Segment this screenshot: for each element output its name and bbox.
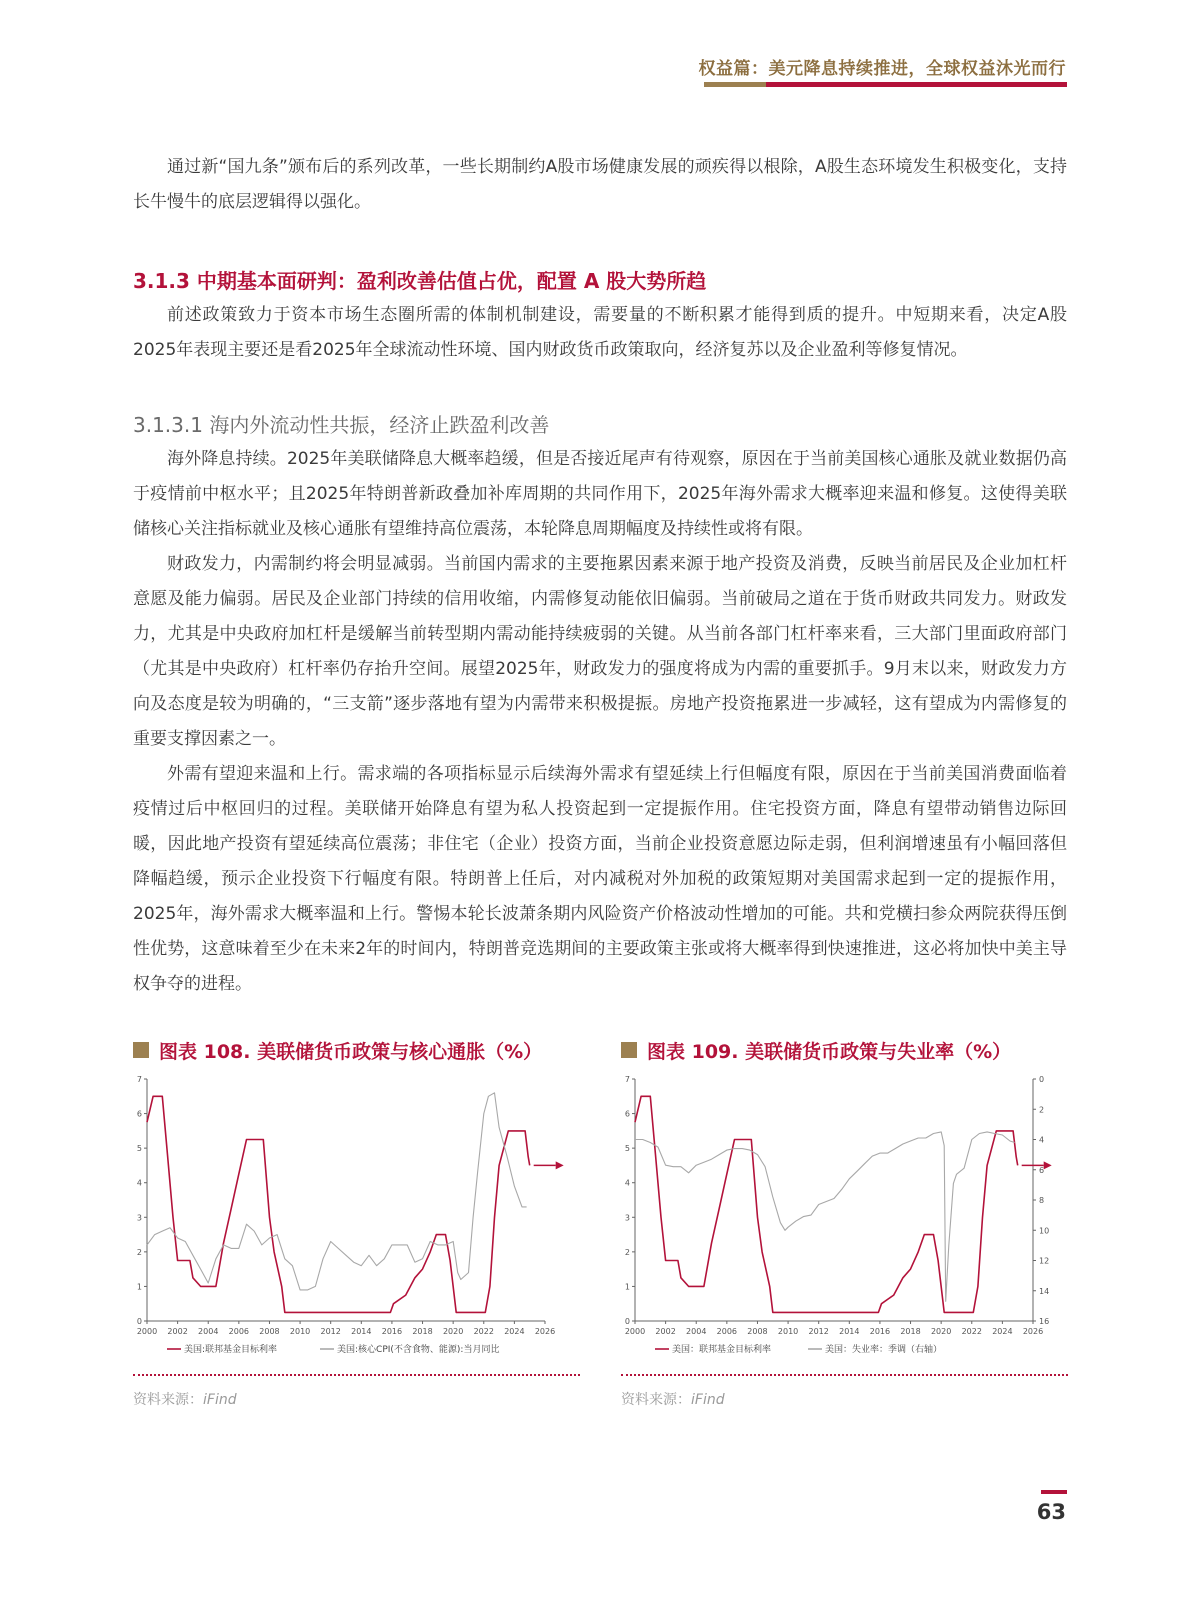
source-label: 资料来源： (133, 1392, 203, 1408)
figure-109 (621, 1035, 1068, 1408)
figure-109-title (621, 1035, 1068, 1065)
x-tick-label: 2018 (412, 1327, 433, 1336)
chart-fed-vs-core-cpi (133, 1069, 580, 1364)
y-tick-label: 4 (136, 1178, 142, 1188)
legend-label: 美国：联邦基金目标利率 (672, 1345, 772, 1355)
x-tick-label: 2024 (992, 1327, 1013, 1336)
x-tick-label: 2010 (289, 1327, 311, 1336)
figure-divider (621, 1374, 1068, 1376)
x-tick-label: 2012 (808, 1327, 829, 1336)
x-tick-label: 2012 (320, 1327, 341, 1336)
section-heading-3-1-3-1: 3.1.3.1 海内外流动性共振，经济止跌盈利改善 (133, 413, 550, 437)
source-label: 资料来源： (621, 1392, 691, 1408)
header-rule (704, 82, 1067, 87)
y2-tick-label: 4 (1039, 1135, 1045, 1145)
y-tick-label: 6 (136, 1109, 142, 1119)
y2-tick-label: 10 (1039, 1226, 1050, 1236)
y2-tick-label: 0 (1039, 1075, 1045, 1084)
x-tick-label: 2022 (961, 1327, 982, 1336)
x-tick-label: 2006 (716, 1327, 738, 1336)
page-number: 63 (1036, 1500, 1066, 1524)
x-tick-label: 2020 (930, 1327, 952, 1336)
paragraph-4: 外需有望迎来温和上行。需求端的各项指标显示后续海外需求有望延续上行但幅度有限，原因在于当前美国消费面临着疫情过后中枢回归的过程。美联储开始降息有望为私人投资起到一定提振作用。住宅投资方面，降息有望带动销售边际回暖，因此地产投资有望延续高位震荡；非住宅（企业）投资方面，当前企业投资意愿边际走弱，但利润增速虽有小幅回落但降幅趋缓，预示企业投资下行幅度有限。特朗普上任后，对内减税对外加税的政策短期对美国需求起到一定的提振作用，2025年，海外需求大概率温和上行。警惕本轮长波萧条期内风险资产价格波动性增加的可能。共和党横扫参众两院获得压倒性优势，这意味着至少在未来2年的时间内，特朗普竞选期间的主要政策主张或将大概率得到快速推进，这必将加快中美主导权争夺的进程。 (133, 764, 1067, 994)
y2-tick-label: 14 (1039, 1286, 1050, 1296)
y-tick-label: 3 (624, 1213, 630, 1223)
y-tick-label: 6 (624, 1109, 630, 1119)
figure-108 (133, 1035, 580, 1408)
y2-tick-label: 2 (1039, 1105, 1045, 1115)
x-tick-label: 2016 (381, 1327, 403, 1336)
y-tick-label: 5 (136, 1144, 142, 1154)
x-tick-label: 2014 (351, 1327, 372, 1336)
y-tick-label: 7 (136, 1075, 142, 1084)
y2-tick-label: 12 (1039, 1256, 1050, 1266)
x-tick-label: 2022 (473, 1327, 494, 1336)
y2-tick-label: 6 (1039, 1165, 1045, 1175)
x-tick-label: 2016 (869, 1327, 891, 1336)
legend-label: 美国：失业率：季调（右轴） (825, 1345, 943, 1355)
figure-109-title-text: 图表 109. 美联储货币政策与失业率（%） (647, 1040, 1012, 1063)
figure-109-source (621, 1389, 725, 1409)
x-tick-label: 2000 (624, 1327, 646, 1336)
x-tick-label: 2002 (167, 1327, 188, 1336)
x-tick-label: 2006 (228, 1327, 250, 1336)
y-tick-label: 7 (624, 1075, 630, 1084)
main-content (133, 150, 1067, 1002)
x-tick-label: 2018 (900, 1327, 921, 1336)
source-name: iFind (203, 1392, 237, 1408)
series-line-0 (147, 1096, 530, 1312)
title-square-icon (133, 1042, 149, 1058)
x-tick-label: 2020 (442, 1327, 464, 1336)
y2-tick-label: 16 (1039, 1317, 1050, 1326)
series-line-1 (635, 1132, 1015, 1301)
x-tick-label: 2024 (504, 1327, 525, 1336)
y-tick-label: 4 (624, 1178, 630, 1188)
series-line-1 (147, 1093, 527, 1290)
header-title: 权益篇：美元降息持续推进，全球权益沐光而行 (698, 59, 1066, 79)
y-tick-label: 5 (624, 1144, 630, 1154)
page-number-rule (1041, 1490, 1067, 1494)
title-square-icon (621, 1042, 637, 1058)
figure-108-title-text: 图表 108. 美联储货币政策与核心通胀（%） (159, 1040, 543, 1063)
x-tick-label: 2000 (136, 1327, 158, 1336)
chart-fed-vs-unemployment (621, 1069, 1068, 1364)
trend-arrow-head (556, 1161, 564, 1169)
y-tick-label: 2 (624, 1247, 630, 1257)
paragraph-3: 财政发力，内需制约将会明显减弱。当前国内需求的主要拖累因素来源于地产投资及消费，反映当前居民及企业加杠杆意愿及能力偏弱。居民及企业部门持续的信用收缩，内需修复动能依旧偏弱。当前破局之道在于货币财政共同发力。财政发力，尤其是中央政府加杠杆是缓解当前转型期内需动能持续疲弱的关键。从当前各部门杠杆率来看，三大部门里面政府部门（尤其是中央政府）杠杆率仍存抬升空间。展望2025年，财政发力的强度将成为内需的重要抓手。9月末以来，财政发力方向及态度是较为明确的，“三支箭”逐步落地有望为内需带来积极提振。房地产投资拖累进一步减轻，这有望成为内需修复的重要支撑因素之一。 (133, 554, 1067, 749)
y-tick-label: 1 (136, 1282, 142, 1292)
x-tick-label: 2010 (777, 1327, 799, 1336)
paragraph-0: 通过新“国九条”颁布后的系列改革，一些长期制约A股市场健康发展的顽疾得以根除，A股生态环境发生积极变化，支持长牛慢牛的底层逻辑得以强化。 (133, 157, 1067, 212)
paragraph-1: 前述政策致力于资本市场生态圈所需的体制机制建设，需要量的不断积累才能得到质的提升。中短期来看，决定A股2025年表现主要还是看2025年全球流动性环境、国内财政货币政策取向，经济复苏以及企业盈利等修复情况。 (133, 305, 1067, 360)
x-tick-label: 2008 (747, 1327, 768, 1336)
figure-108-title (133, 1035, 580, 1065)
x-tick-label: 2026 (1022, 1327, 1044, 1336)
y-tick-label: 2 (136, 1247, 142, 1257)
y-tick-label: 0 (624, 1317, 630, 1326)
series-line-0 (635, 1096, 1018, 1312)
x-tick-label: 2004 (686, 1327, 707, 1336)
x-tick-label: 2014 (839, 1327, 860, 1336)
x-tick-label: 2008 (259, 1327, 280, 1336)
x-tick-label: 2002 (655, 1327, 676, 1336)
y-tick-label: 1 (624, 1282, 630, 1292)
y-tick-label: 0 (136, 1317, 142, 1326)
legend-label: 美国:联邦基金目标利率 (184, 1345, 278, 1355)
figure-108-source (133, 1389, 237, 1409)
trend-arrow-head (1044, 1161, 1052, 1169)
paragraph-2: 海外降息持续。2025年美联储降息大概率趋缓，但是否接近尾声有待观察，原因在于当前美国核心通胀及就业数据仍高于疫情前中枢水平；且2025年特朗普新政叠加补库周期的共同作用下，2025年海外需求大概率迎来温和修复。这使得美联储核心关注指标就业及核心通胀有望维持高位震荡，本轮降息周期幅度及持续性或将有限。 (133, 449, 1067, 539)
x-tick-label: 2026 (534, 1327, 556, 1336)
source-name: iFind (691, 1392, 725, 1408)
figure-divider (133, 1374, 580, 1376)
x-tick-label: 2004 (198, 1327, 219, 1336)
y2-tick-label: 8 (1039, 1196, 1045, 1205)
legend-label: 美国:核心CPI(不含食物、能源):当月同比 (337, 1345, 500, 1355)
y-tick-label: 3 (136, 1213, 142, 1223)
section-heading-3-1-3: 3.1.3 中期基本面研判：盈利改善估值占优，配置 A 股大势所趋 (133, 269, 707, 293)
